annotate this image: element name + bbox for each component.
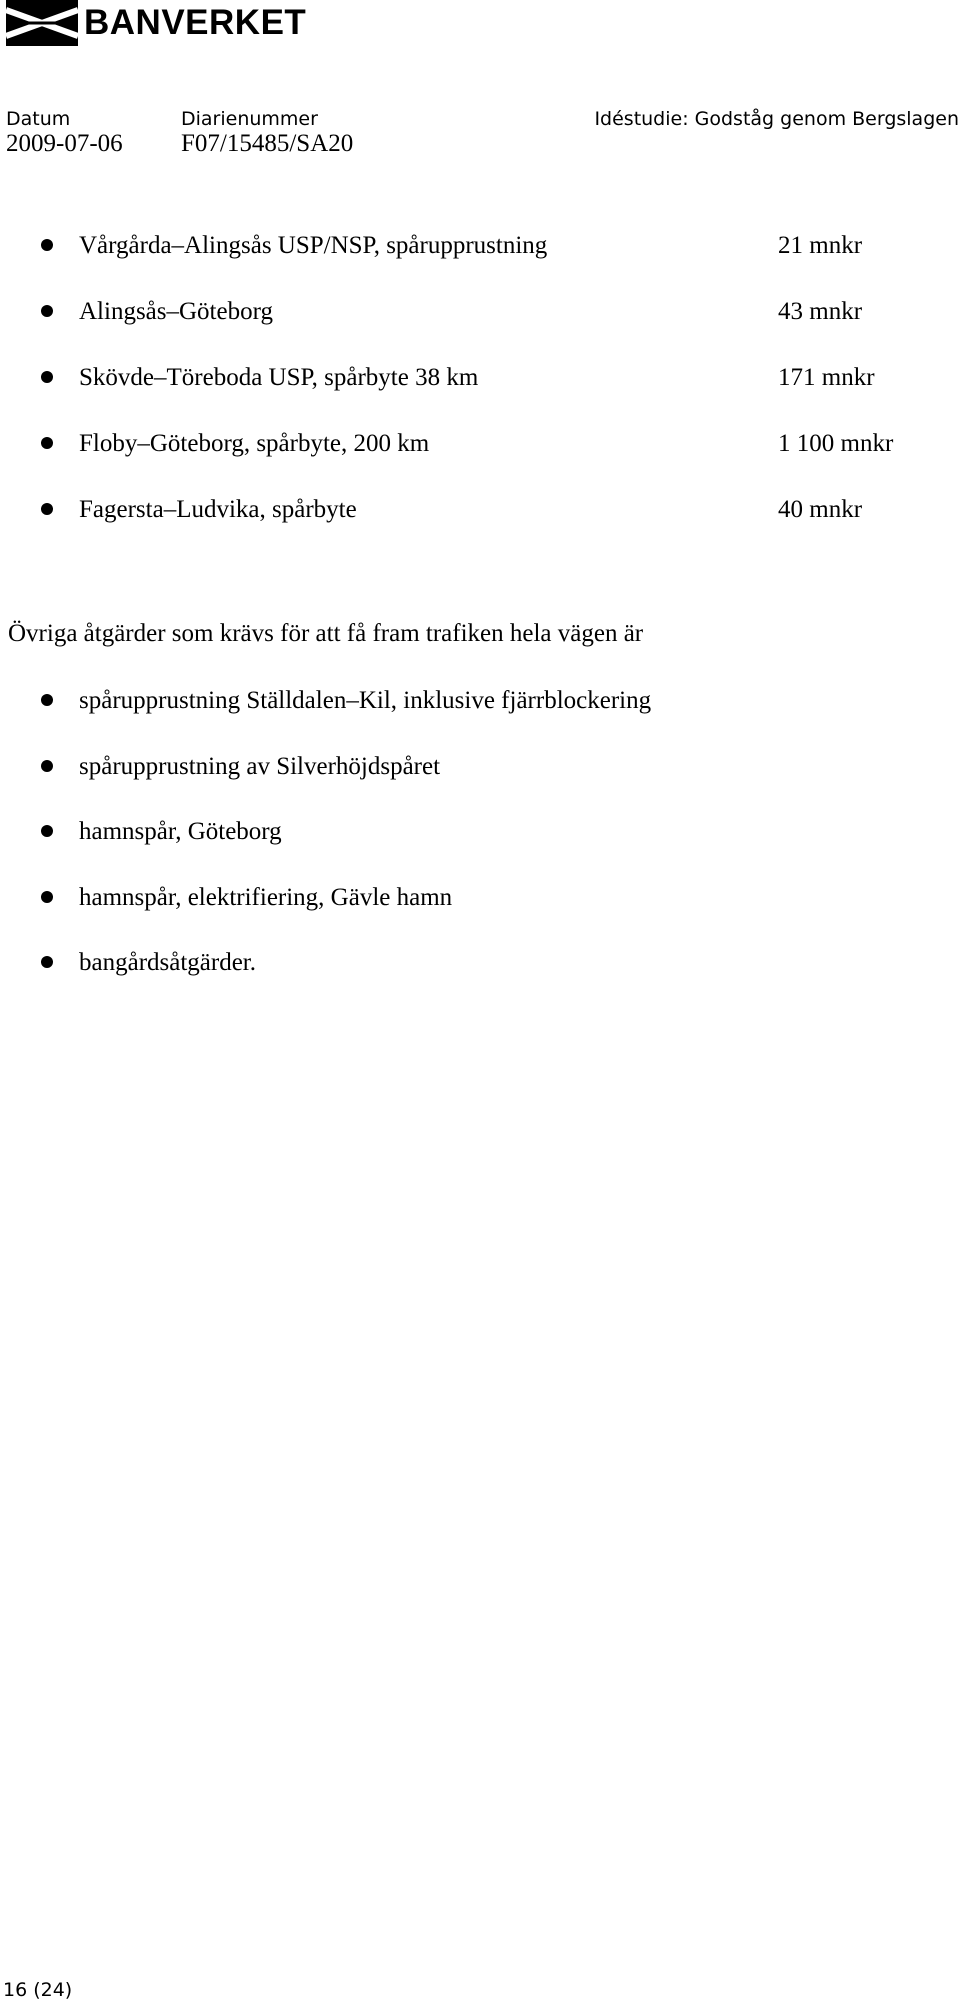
item-cost: 40 mnkr <box>778 496 863 523</box>
date-label: Datum <box>6 108 71 130</box>
item-text: bangårdsåtgärder. <box>79 949 257 976</box>
other-measures-intro: Övriga åtgärder som krävs för att få fram trafiken hela vägen är <box>8 620 644 647</box>
bullet-icon <box>41 956 53 968</box>
list-item <box>0 295 960 329</box>
list-item <box>0 229 960 263</box>
item-text: hamnspår, elektrifiering, Gävle hamn <box>79 884 453 911</box>
item-cost: 43 mnkr <box>778 298 863 325</box>
list-item <box>0 815 960 849</box>
item-text: Fagersta–Ludvika, spårbyte <box>79 496 357 523</box>
item-text: hamnspår, Göteborg <box>79 818 282 845</box>
list-item <box>0 684 960 718</box>
bullet-icon <box>41 694 53 706</box>
item-text: Skövde–Töreboda USP, spårbyte 38 km <box>79 364 479 391</box>
item-text: Vårgårda–Alingsås USP/NSP, spårupprustning <box>79 232 548 259</box>
bullet-icon <box>41 305 53 317</box>
item-text: spårupprustning av Silverhöjdspåret <box>79 753 441 780</box>
logo-text: BANVERKET <box>84 3 307 42</box>
bullet-icon <box>41 239 53 251</box>
item-cost: 171 mnkr <box>778 364 875 391</box>
list-item <box>0 881 960 915</box>
bullet-icon <box>41 503 53 515</box>
bullet-icon <box>41 825 53 837</box>
bullet-icon <box>41 437 53 449</box>
list-item <box>0 946 960 980</box>
list-item <box>0 427 960 461</box>
date-value: 2009-07-06 <box>6 130 123 157</box>
crossed-rails-icon <box>6 0 78 46</box>
list-item <box>0 361 960 395</box>
list-item <box>0 750 960 784</box>
bullet-icon <box>41 891 53 903</box>
page-number: 16 (24) <box>3 1979 73 2001</box>
reg-value: F07/15485/SA20 <box>181 130 354 157</box>
bullet-icon <box>41 371 53 383</box>
bullet-icon <box>41 760 53 772</box>
document-title: Idéstudie: Godståg genom Bergslagen <box>594 108 959 130</box>
item-cost: 1 100 mnkr <box>778 430 894 457</box>
item-text: Floby–Göteborg, spårbyte, 200 km <box>79 430 430 457</box>
item-text: spårupprustning Ställdalen–Kil, inklusive fjärrblockering <box>79 687 652 714</box>
banverket-logo <box>6 0 306 46</box>
item-cost: 21 mnkr <box>778 232 863 259</box>
reg-label: Diarienummer <box>181 108 318 130</box>
list-item <box>0 493 960 527</box>
item-text: Alingsås–Göteborg <box>79 298 273 325</box>
